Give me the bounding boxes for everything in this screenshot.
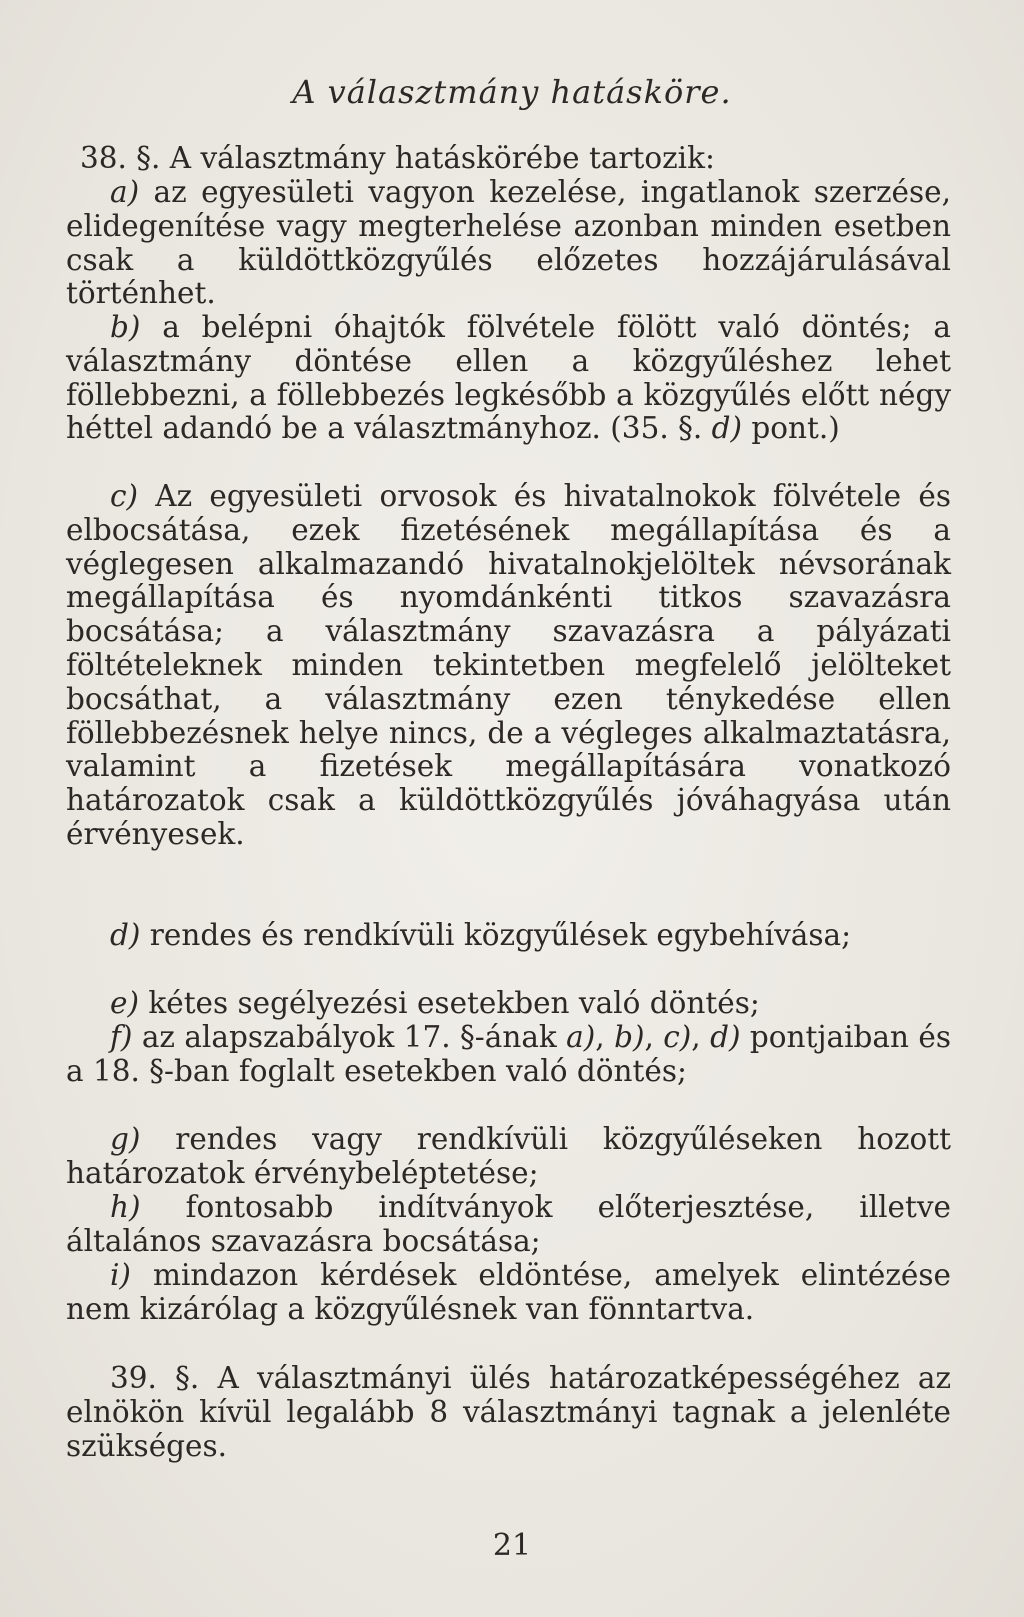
item-label: c) bbox=[110, 479, 139, 513]
list-item-g bbox=[66, 1123, 951, 1191]
paragraph-text: 38. §. A választmány hatáskörébe tartozik: bbox=[80, 141, 715, 175]
list-item-d bbox=[66, 919, 951, 953]
item-label: b) bbox=[110, 310, 141, 344]
list-item-h bbox=[66, 1191, 951, 1259]
item-text: a belépni óhajtók fölvétele fölött való döntés; a választmány döntése ellen a közgyűléshez lehet föllebbezni, a föllebbezés legkésőbb a közgyűlés előtt négy héttel adandó be a választmányhoz. (35. §. bbox=[66, 310, 951, 446]
item-label: a) bbox=[110, 175, 140, 209]
item-text: rendes és rendkívüli közgyűlések egybehívása; bbox=[149, 918, 852, 952]
item-label: d) bbox=[110, 918, 141, 952]
paragraph-39 bbox=[66, 1362, 951, 1463]
item-text: kétes segélyezési esetekben való döntés; bbox=[148, 986, 760, 1020]
item-label: e) bbox=[110, 986, 139, 1020]
item-reference: a) bbox=[566, 1020, 596, 1054]
item-text: rendes vagy rendkívüli közgyűléseken hozott határozatok érvénybeléptetése; bbox=[66, 1122, 951, 1190]
item-text: mindazon kérdések eldöntése, amelyek elintézése nem kizárólag a közgyűlésnek van fönntartva. bbox=[66, 1258, 951, 1326]
list-item-i bbox=[66, 1259, 951, 1327]
page-number: 21 bbox=[492, 1528, 532, 1563]
list-item-b bbox=[66, 311, 951, 446]
list-item-f: f) az alapszabályok 17. §-ának a), b), c), d) pontjaiban és a 18. §-ban foglalt esetekben való döntés; bbox=[66, 1020, 951, 1088]
paragraph-text: 39. §. A választmányi ülés határozatképességéhez az elnökön kívül legalább 8 választmányi tagnak a jelenléte szükséges. bbox=[66, 1361, 951, 1463]
item-text: Az egyesületi orvosok és hivatalnokok fölvétele és elbocsátása, ezek fizetésének megállapítása és a véglegesen alkalmazandó hivatalnokjelöltek névsorának megállapítása és nyomdánkénti titkos szavazásra bocsátása; a választmány szavazásra a pályázati föltételeknek minden tekintetben megfelelő jelölteket bocsáthat, a választmány ezen ténykedése ellen föllebbezésnek helye nincs, de a végleges alkalmaztatásra, valamint a fizetések megállapítására vonatkozó határozatok csak a küldöttközgyűlés jóváhagyása után érvényesek. bbox=[66, 479, 951, 851]
list-item-c bbox=[66, 480, 951, 852]
item-reference: c) bbox=[663, 1020, 692, 1054]
item-text: az egyesületi vagyon kezelése, ingatlanok szerzése, elidegenítése vagy megterhelése azonban minden esetben csak a küldöttközgyűlés előzetes hozzájárulásával történhet. bbox=[66, 175, 951, 311]
item-label: f) bbox=[110, 1020, 133, 1054]
item-reference: d) bbox=[710, 1020, 741, 1054]
list-item-a bbox=[66, 176, 951, 311]
item-label: g) bbox=[110, 1122, 141, 1156]
item-label: i) bbox=[110, 1258, 131, 1292]
item-text-after: pontjaiban és a 18. §-ban foglalt esetekben való döntés; bbox=[66, 1020, 951, 1088]
item-reference: d) bbox=[711, 411, 743, 446]
item-text-after: pont.) bbox=[742, 411, 840, 446]
item-text: fontosabb indítványok előterjesztése, illetve általános szavazásra bocsátása; bbox=[66, 1190, 951, 1258]
paragraph-38-intro bbox=[66, 142, 951, 176]
item-label: h) bbox=[110, 1190, 141, 1224]
item-text: az alapszabályok 17. §-ának bbox=[141, 1020, 567, 1054]
item-reference: b) bbox=[614, 1020, 645, 1054]
section-heading: A választmány hatásköre. bbox=[292, 73, 732, 111]
list-item-e bbox=[66, 987, 951, 1021]
